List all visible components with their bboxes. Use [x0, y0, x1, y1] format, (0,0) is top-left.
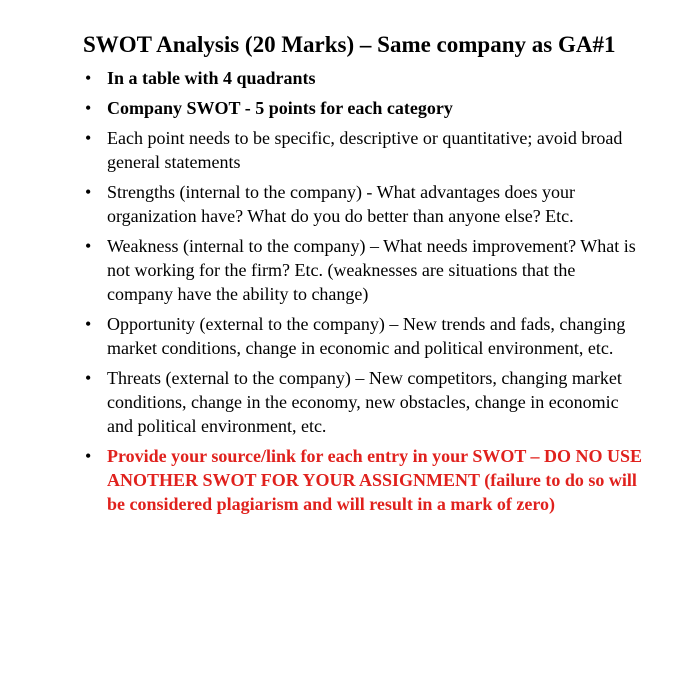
bullet-icon: • — [85, 68, 92, 88]
slide-title: SWOT Analysis (20 Marks) – Same company as GA#1 — [83, 32, 616, 57]
bullet-icon: • — [85, 98, 92, 118]
bullet-text-warning: Provide your source/link for each entry in your SWOT – DO NO USE ANOTHER SWOT FOR YOUR ASSIGNMENT (failure to do so will be considered plagiarism and will result in a mark of zero) — [107, 446, 643, 514]
bullet-text: Strengths (internal to the company) - What advantages does your organization have? What do you do better than anyone else? Etc. — [107, 182, 576, 226]
bullet-item-company-swot — [83, 96, 643, 120]
bullet-text: Each point needs to be specific, descriptive or quantitative; avoid broad general statements — [107, 128, 623, 172]
bullet-list — [83, 66, 643, 516]
bullet-item-table — [83, 66, 643, 90]
bullet-text: In a table with 4 quadrants — [107, 68, 316, 88]
bullet-text: Threats (external to the company) – New competitors, changing market conditions, change in the economy, new obstacles, change in economic and political environment, etc. — [107, 368, 622, 436]
bullet-item-threats — [83, 366, 643, 438]
bullet-icon: • — [85, 446, 92, 466]
bullet-item-strengths — [83, 180, 643, 228]
bullet-text: Company SWOT - 5 points for each category — [107, 98, 453, 118]
bullet-item-source-warning — [83, 444, 643, 516]
bullet-item-specific — [83, 126, 643, 174]
slide-content — [83, 30, 643, 522]
bullet-icon: • — [85, 236, 92, 256]
bullet-text: Weakness (internal to the company) – What needs improvement? What is not working for the firm? Etc. (weaknesses are situations that the company have the ability to change) — [107, 236, 636, 304]
bullet-icon: • — [85, 314, 92, 334]
bullet-text: Opportunity (external to the company) – New trends and fads, changing market conditions, change in economic and political environment, etc. — [107, 314, 626, 358]
bullet-item-weakness — [83, 234, 643, 306]
bullet-icon: • — [85, 182, 92, 202]
bullet-icon: • — [85, 368, 92, 388]
bullet-icon: • — [85, 128, 92, 148]
bullet-item-opportunity — [83, 312, 643, 360]
